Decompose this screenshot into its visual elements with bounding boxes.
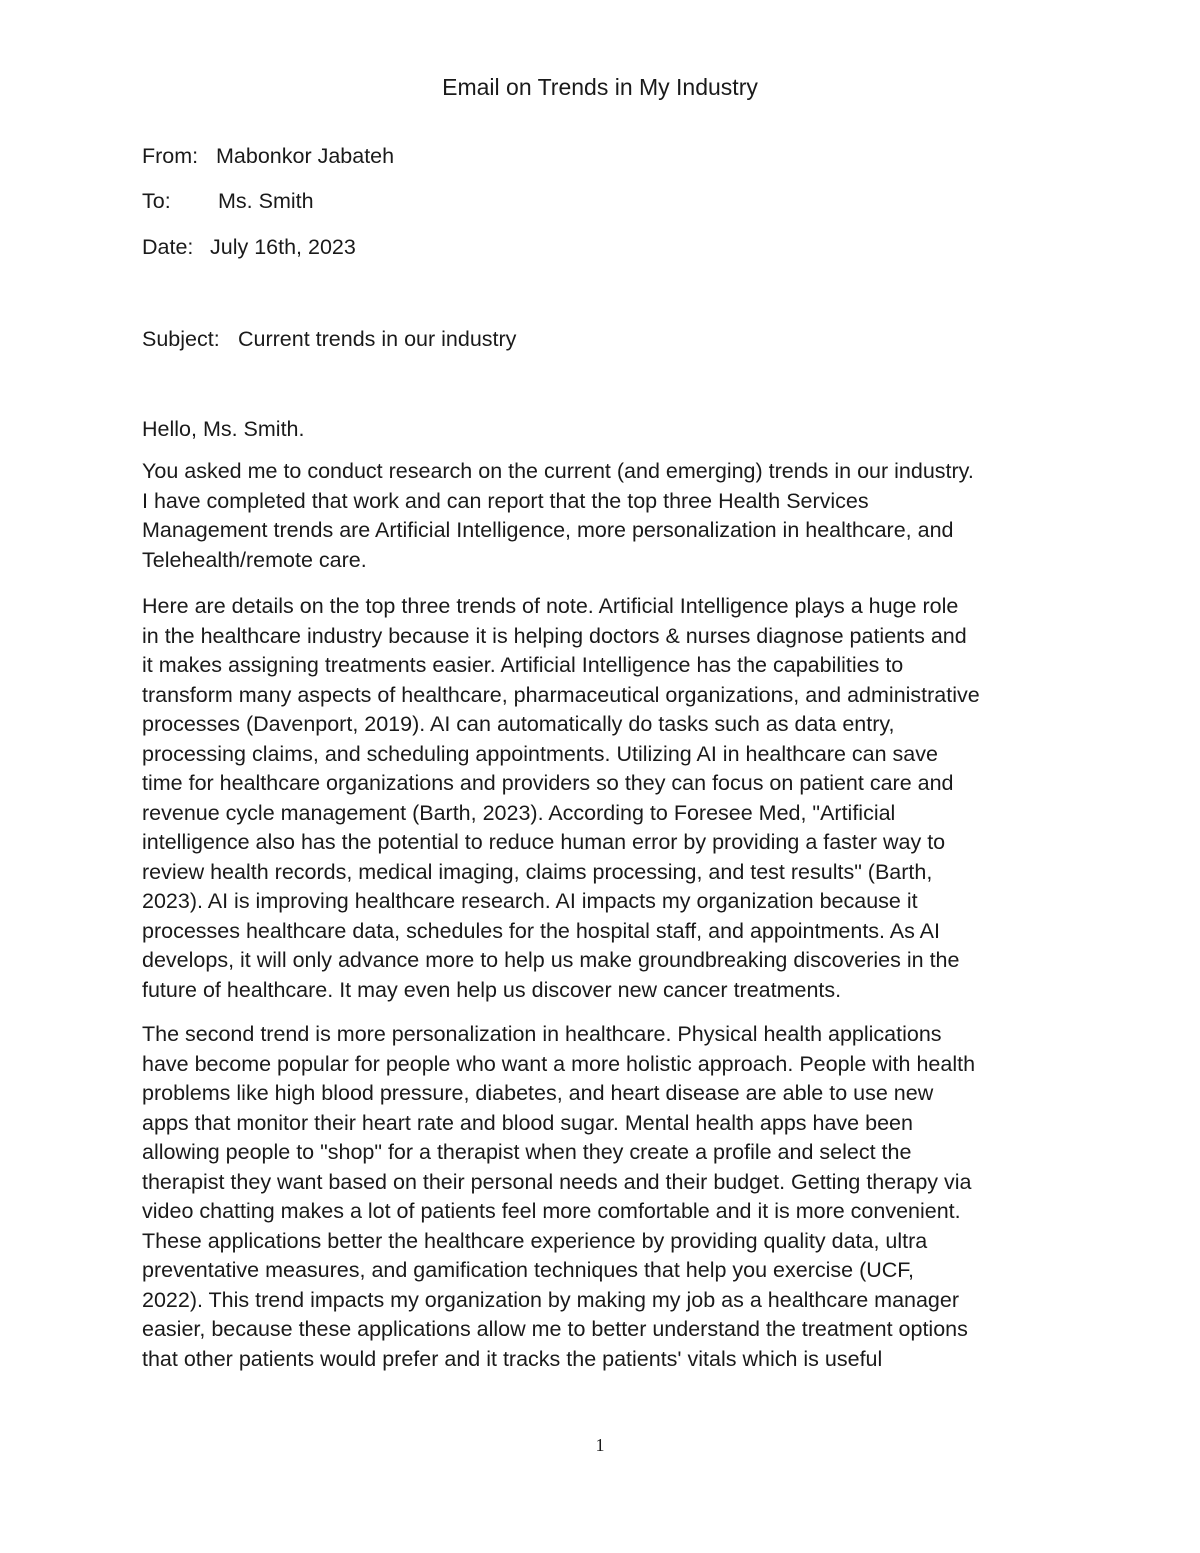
paragraph-ai-trend (142, 592, 1082, 1005)
paragraph-line: You asked me to conduct research on the current (and emerging) trends in our industry. (142, 459, 974, 483)
paragraph-line: I have completed that work and can report that the top three Health Services (142, 488, 869, 513)
date-value: July 16th, 2023 (210, 235, 356, 259)
paragraph-line: video chatting makes a lot of patients feel more comfortable and it is more convenient. (142, 1199, 961, 1223)
from-value: Mabonkor Jabateh (216, 144, 395, 168)
greeting: Hello, Ms. Smith. (142, 417, 305, 441)
paragraph-line: review health records, medical imaging, claims processing, and test results" (Barth, (142, 859, 933, 884)
paragraph-line: develops, it will only advance more to help us make groundbreaking discoveries in the (142, 948, 960, 972)
from-line (142, 142, 394, 170)
paragraph-line: preventative measures, and gamification techniques that help you exercise (UCF, (142, 1258, 915, 1282)
subject-label: Subject: (142, 327, 220, 351)
paragraph-line: in the healthcare industry because it is helping doctors & nurses diagnose patients and (142, 623, 967, 648)
paragraph-line: apps that monitor their heart rate and blood sugar. Mental health apps have been (142, 1110, 913, 1135)
paragraph-line: intelligence also has the potential to reduce human error by providing a faster way to (142, 830, 946, 854)
paragraph-line: future of healthcare. It may even help us discover new cancer treatments. (142, 977, 842, 1002)
document-title: Email on Trends in My Industry (442, 74, 758, 100)
to-label: To: (142, 189, 171, 213)
paragraph-line: processing claims, and scheduling appointments. Utilizing AI in healthcare can save (142, 741, 938, 766)
paragraph-line: 2022). This trend impacts my organization by making my job as a healthcare manager (142, 1287, 960, 1312)
paragraph-line: processes healthcare data, schedules for the hospital staff, and appointments. As AI (142, 918, 940, 943)
paragraph-line: Telehealth/remote care. (142, 547, 367, 572)
paragraph-intro (142, 457, 1082, 575)
paragraph-line: problems like high blood pressure, diabetes, and heart disease are able to use new (142, 1081, 934, 1105)
paragraph-line: that other patients would prefer and it tracks the patients' vitals which is useful (142, 1346, 883, 1371)
paragraph-line: processes (Davenport, 2019). AI can automatically do tasks such as data entry, (142, 712, 895, 736)
paragraph-line: have become popular for people who want a more holistic approach. People with health (142, 1051, 976, 1076)
paragraph-line: easier, because these applications allow me to better understand the treatment options (142, 1317, 968, 1341)
to-value: Ms. Smith (218, 189, 314, 213)
paragraph-line: The second trend is more personalization in healthcare. Physical health applications (142, 1022, 942, 1046)
paragraph-line: 2023). AI is improving healthcare research. AI impacts my organization because it (142, 889, 918, 913)
subject-value: Current trends in our industry (238, 327, 517, 351)
paragraph-line: These applications better the healthcare experience by providing quality data, ultra (142, 1228, 928, 1253)
paragraph-line: therapist they want based on their personal needs and their budget. Getting therapy via (142, 1169, 972, 1194)
paragraph-line: Here are details on the top three trends of note. Artificial Intelligence plays a huge role (142, 594, 959, 618)
to-line (142, 187, 314, 215)
date-line (142, 233, 356, 261)
paragraph-line: allowing people to "shop" for a therapist when they create a profile and select the (142, 1140, 912, 1164)
paragraph-line: Management trends are Artificial Intelligence, more personalization in healthcare, and (142, 518, 954, 542)
paragraph-line: transform many aspects of healthcare, pharmaceutical organizations, and administrative (142, 682, 980, 707)
subject-line (142, 325, 516, 353)
paragraph-personalization-trend (142, 1020, 1082, 1374)
page-number: 1 (595, 1435, 605, 1455)
date-label: Date: (142, 235, 194, 259)
from-label: From: (142, 144, 199, 168)
paragraph-line: revenue cycle management (Barth, 2023). According to Foresee Med, "Artificial (142, 800, 896, 825)
paragraph-line: it makes assigning treatments easier. Artificial Intelligence has the capabilities to (142, 653, 904, 677)
paragraph-line: time for healthcare organizations and providers so they can focus on patient care and (142, 771, 954, 795)
